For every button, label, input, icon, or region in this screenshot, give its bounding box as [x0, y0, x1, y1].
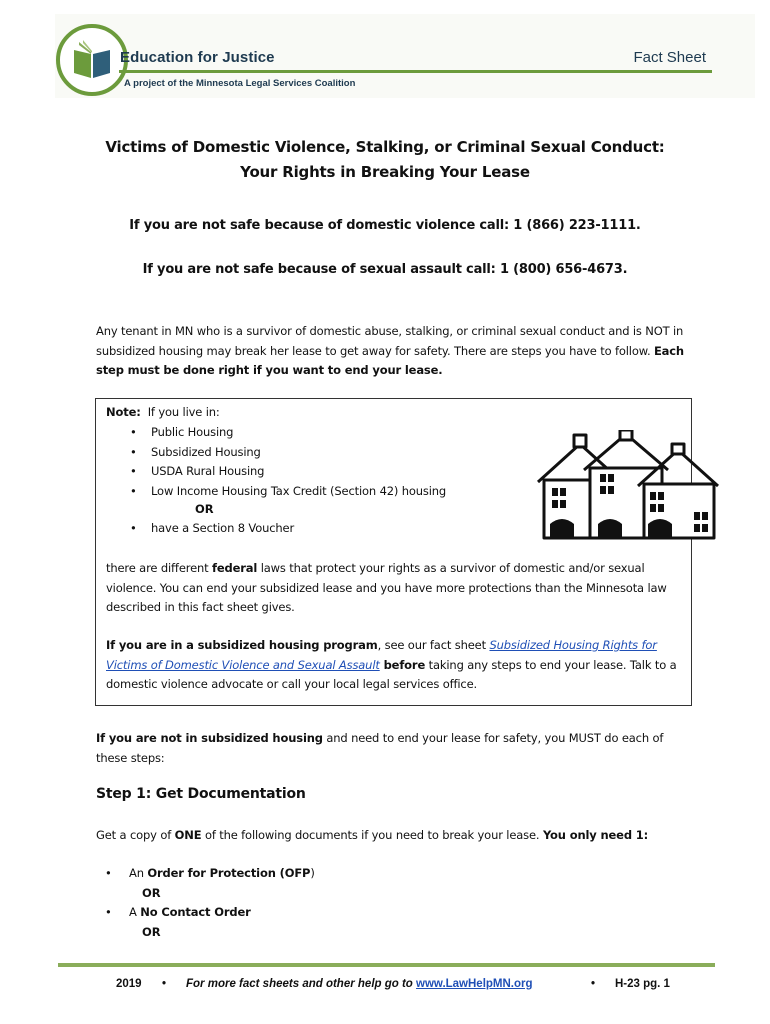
note-text: laws that protect your rights as a survivor of domestic and/or sexual violence. You can end your subsidized lease and you have more protections than the Minnesota law described in this fact sheet gives.	[106, 561, 667, 614]
item-text: )	[310, 866, 315, 880]
item-text: A	[129, 905, 141, 919]
footer-more-text	[186, 978, 533, 990]
intro-bold: Each step must be done right if you want to end your lease.	[96, 343, 684, 377]
note-text: taking any steps to end your lease. Talk to a domestic violence advocate or call your local legal services office.	[106, 657, 677, 691]
item-text: An	[129, 866, 148, 880]
note-text: , see our fact sheet	[377, 638, 490, 652]
not-subsidized-paragraph	[96, 729, 696, 768]
hotline-sexual-assault: If you are not safe because of sexual assault call: 1 (800) 656-4673.	[142, 262, 628, 277]
or-separator: OR	[142, 925, 161, 939]
footer-bullet: •	[162, 978, 167, 990]
or-separator: OR	[195, 502, 214, 516]
houses-illustration	[530, 430, 722, 540]
page-number: H-23 pg. 1	[615, 978, 670, 990]
note-bold: If you are in a subsidized housing program	[106, 638, 378, 652]
book-icon	[71, 40, 113, 80]
list-item: • Low Income Housing Tax Credit (Section 42) housing	[130, 482, 446, 502]
list-item	[105, 866, 315, 880]
note-lead-text: If you live in:	[147, 405, 220, 419]
paragraph-text: and need to end your lease for safety, you MUST do each of these steps:	[96, 731, 664, 765]
or-separator: OR	[142, 886, 161, 900]
footer-bullet: •	[591, 978, 596, 990]
footer-divider	[58, 963, 715, 967]
org-name: Education for Justice	[120, 49, 275, 66]
note-federal-paragraph	[106, 559, 686, 618]
step1-bold: You only need 1:	[542, 828, 649, 842]
list-item	[105, 905, 251, 919]
org-subtitle: A project of the Minnesota Legal Services Coalition	[124, 78, 356, 89]
doc-type-label: Fact Sheet	[633, 49, 706, 66]
item-bold: No Contact Order	[140, 905, 251, 919]
step1-intro	[96, 826, 716, 846]
note-lead	[106, 403, 220, 423]
lawhelpmn-link[interactable]: www.LawHelpMN.org	[416, 978, 533, 990]
note-subsidized-paragraph	[106, 636, 686, 695]
intro-text: Any tenant in MN who is a survivor of domestic abuse, stalking, or criminal sexual conduct and is NOT in subsidized housing may break her lease to get away for safety. There are steps you have to follow.	[96, 324, 684, 358]
footer-text: For more fact sheets and other help go to	[186, 978, 417, 990]
page-title-line1: Victims of Domestic Violence, Stalking, or Criminal Sexual Conduct:	[105, 138, 665, 156]
step1-bold: ONE	[174, 828, 202, 842]
subsidized-housing-rights-link[interactable]: Subsidized Housing Rights for Victims of Domestic Violence and Sexual Assault	[106, 638, 657, 672]
list-item: • have a Section 8 Voucher	[130, 521, 294, 535]
note-label: Note:	[106, 405, 141, 419]
header-divider	[119, 70, 712, 73]
step1-text: of the following documents if you need to break your lease.	[201, 828, 543, 842]
list-item: • Public Housing	[130, 423, 446, 443]
intro-paragraph	[96, 322, 696, 381]
step1-heading: Step 1: Get Documentation	[96, 786, 306, 802]
note-bold: before	[379, 657, 426, 672]
list-item: • USDA Rural Housing	[130, 462, 446, 482]
footer-year: 2019	[116, 978, 142, 990]
housing-list	[130, 423, 446, 501]
note-bold: federal	[212, 561, 258, 575]
page-title-line2: Your Rights in Breaking Your Lease	[240, 163, 530, 181]
step1-text: Get a copy of	[96, 828, 175, 842]
list-item: • Subsidized Housing	[130, 443, 446, 463]
note-text: there are different	[106, 561, 213, 575]
hotline-domestic-violence: If you are not safe because of domestic violence call: 1 (866) 223-1111.	[129, 218, 641, 233]
item-bold: Order for Protection (OFP	[147, 866, 311, 880]
paragraph-bold: If you are not in subsidized housing	[96, 731, 323, 745]
